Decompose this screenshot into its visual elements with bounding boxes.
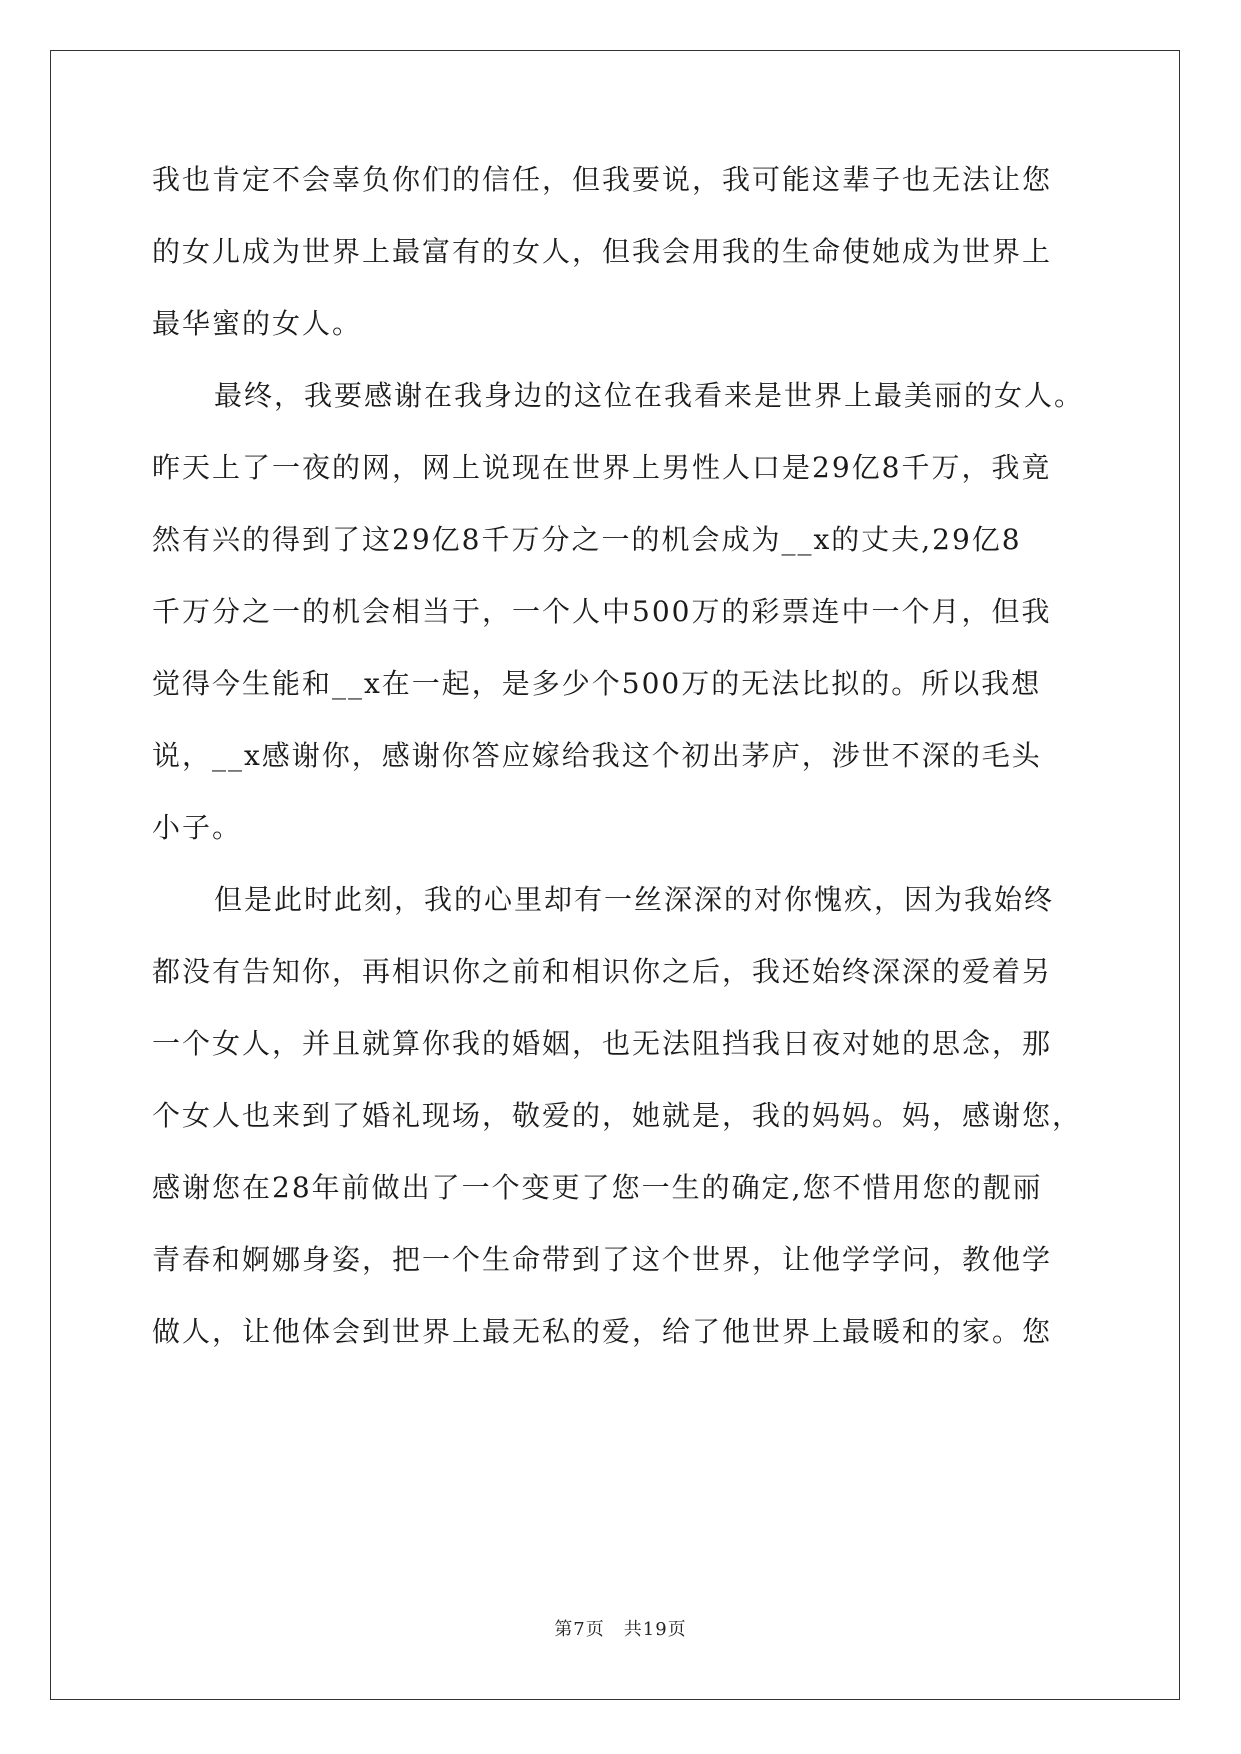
- text-line: 说，__x感谢你，感谢你答应嫁给我这个初出茅庐，涉世不深的毛头: [152, 739, 1042, 772]
- text-line: 最华蜜的女人。: [152, 307, 363, 340]
- text-line: 但是此时此刻，我的心里却有一丝深深的对你愧疚，因为我始终: [214, 883, 1055, 916]
- page-number-footer: 第7页 共19页: [554, 1619, 687, 1640]
- text-line: 昨天上了一夜的网，网上说现在世界上男性人口是29亿8千万，我竟: [152, 451, 1052, 484]
- text-line: 感谢您在28年前做出了一个变更了您一生的确定,您不惜用您的靓丽: [152, 1171, 1043, 1204]
- text-line: 的女儿成为世界上最富有的女人，但我会用我的生命使她成为世界上: [152, 235, 1053, 268]
- text-line: 小子。: [152, 811, 243, 844]
- text-line: 一个女人，并且就算你我的婚姻，也无法阻挡我日夜对她的思念，那: [152, 1027, 1053, 1060]
- text-line: 都没有告知你，再相识你之前和相识你之后，我还始终深深的爱着另: [152, 955, 1053, 988]
- text-line: 个女人也来到了婚礼现场，敬爱的，她就是，我的妈妈。妈，感谢您，: [152, 1099, 1083, 1132]
- text-line: 最终，我要感谢在我身边的这位在我看来是世界上最美丽的女人。: [214, 379, 1085, 412]
- text-line: 千万分之一的机会相当于，一个人中500万的彩票连中一个月，但我: [152, 595, 1052, 628]
- text-line: 青春和婀娜身姿，把一个生命带到了这个世界，让他学学问，教他学: [152, 1243, 1053, 1276]
- text-line: 做人，让他体会到世界上最无私的爱，给了他世界上最暖和的家。您: [152, 1315, 1053, 1348]
- text-line: 我也肯定不会辜负你们的信任，但我要说，我可能这辈子也无法让您: [152, 163, 1053, 196]
- text-line: 然有兴的得到了这29亿8千万分之一的机会成为__x的丈夫,29亿8: [152, 523, 1022, 556]
- page-border: [50, 50, 1180, 1700]
- text-line: 觉得今生能和__x在一起，是多少个500万的无法比拟的。所以我想: [152, 667, 1042, 700]
